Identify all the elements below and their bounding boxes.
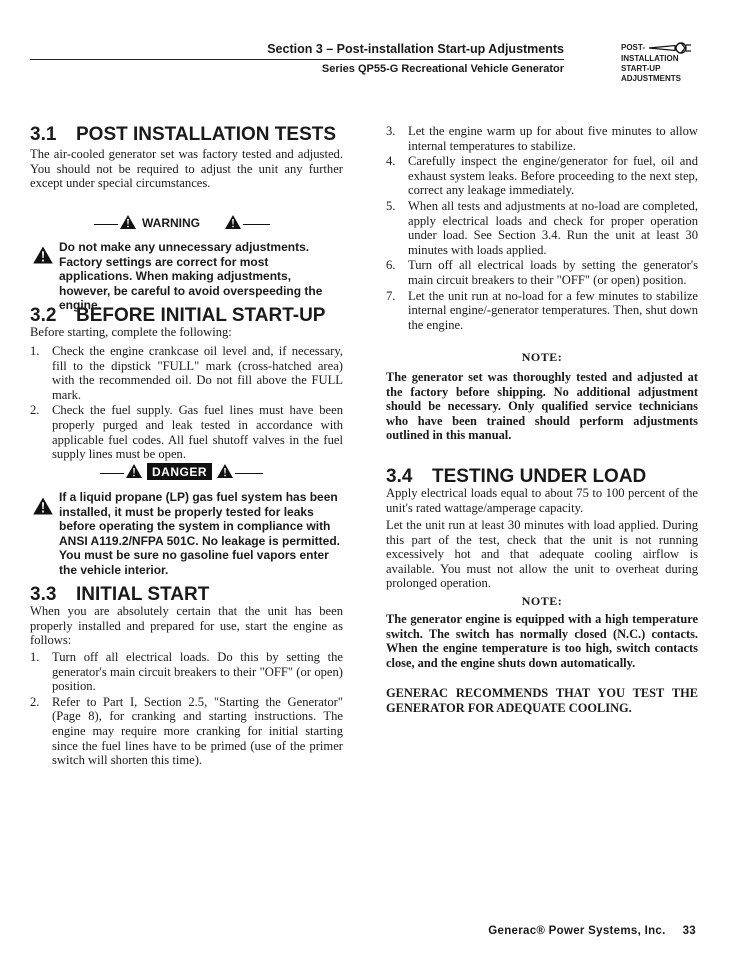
- danger-banner: [100, 463, 276, 481]
- heading-3-3-number: 3.3: [30, 584, 57, 605]
- tab-line-4: ADJUSTMENTS: [621, 74, 682, 83]
- s33-list: [30, 650, 343, 769]
- page-number: 33: [682, 925, 696, 937]
- s34-paragraph-2: Let the unit run at least 30 minutes with load applied. During this part of the test, check that the unit is not running excessively hot and that adequate cooling airflow is available. You must not allow the unit to overheat during prolonged operation.: [386, 518, 698, 591]
- list-text: Let the engine warm up for about five minutes to allow internal temperatures to stabilize.: [408, 124, 698, 153]
- warning-triangle-icon: [224, 214, 242, 230]
- list-number: 4.: [386, 154, 396, 169]
- heading-3-2-number: 3.2: [30, 305, 57, 326]
- list-number: 2.: [30, 694, 40, 709]
- heading-3-3-title: INITIAL START: [76, 584, 210, 605]
- heading-3-1: [30, 124, 336, 146]
- heading-3-4-number: 3.4: [386, 466, 413, 487]
- section-tab: [621, 42, 721, 84]
- list-item: [30, 344, 343, 402]
- s31-body: The air-cooled generator set was factory tested and adjusted. You should not be required to adjust the unit any further except under special circumstances.: [30, 147, 343, 191]
- s33-body: When you are absolutely certain that the unit has been properly installed and prepared for use, start the engine as follows:: [30, 604, 343, 648]
- list-text: Carefully inspect the engine/generator for fuel, oil and exhaust system leaks. Before proceeding to the next step, correct any leakage immediately.: [408, 154, 698, 198]
- heading-3-1-title: POST INSTALLATION TESTS: [76, 124, 337, 145]
- s32-list: [30, 344, 343, 463]
- list-item: [386, 289, 698, 333]
- list-item: [30, 695, 343, 768]
- note-body: The generator set was thoroughly tested and adjusted at the factory before shipping. No additional adjustment should be necessary. Only qualified service technicians who have been trained should perform adjustments outlined in this manual.: [386, 370, 698, 443]
- list-item: [386, 124, 698, 153]
- wrench-icon: [647, 42, 693, 54]
- list-text: Refer to Part I, Section 2.5, "Starting the Generator" (Page 8), for cranking and starting instructions. The engine may require more cranking for initial starting since the fuel lines have to be primed (use of the primer switch will shorten this time).: [52, 694, 343, 768]
- list-number: 2.: [30, 403, 40, 418]
- page-footer: [470, 925, 696, 937]
- list-number: 3.: [386, 124, 396, 138]
- note-heading: NOTE:: [521, 594, 563, 608]
- heading-3-2: [30, 305, 325, 327]
- heading-3-4: [386, 466, 646, 488]
- heading-3-2-title: BEFORE INITIAL START-UP: [76, 305, 326, 326]
- list-item: [30, 650, 343, 694]
- banner-line-left: [100, 473, 124, 474]
- list-item: [30, 403, 343, 461]
- list-text: Check the engine crankcase oil level and, if necessary, fill to the dipstick "FULL" mark (cross-hatched area) with the recommended oil. Do not fill above the FULL mark.: [52, 344, 343, 402]
- series-title: Series QP55-G Recreational Vehicle Generator: [321, 63, 564, 75]
- list-text: Let the unit run at no-load for a few minutes to stabilize internal engine/-generator temperatures. Then, shut down the engine.: [408, 288, 698, 332]
- list-text: When all tests and adjustments at no-load are completed, apply electrical loads and check for proper operation under load. See Section 3.4. Run the unit at least 30 minutes with loads applied.: [408, 198, 698, 257]
- list-number: 1.: [30, 344, 40, 358]
- warning-triangle-icon: [32, 496, 54, 516]
- banner-line-right: [235, 473, 263, 474]
- warning-triangle-icon: [125, 463, 143, 479]
- list-number: 1.: [30, 650, 40, 664]
- warning-triangle-icon: [216, 463, 234, 479]
- list-number: 7.: [386, 288, 396, 303]
- header-rule: [30, 59, 564, 60]
- note-heading: NOTE:: [521, 350, 563, 364]
- s32-intro: Before starting, complete the following:: [30, 325, 232, 339]
- warning-banner: [94, 214, 270, 232]
- danger-label: DANGER: [147, 463, 212, 480]
- banner-line-right: [243, 224, 270, 225]
- list-number: 5.: [386, 198, 396, 213]
- heading-3-1-number: 3.1: [30, 124, 57, 145]
- list-item: [386, 154, 698, 198]
- tab-line-3: START-UP: [621, 64, 661, 73]
- list-text: Turn off all electrical loads. Do this by setting the generator's main circuit breakers to their "OFF" (or open) position.: [52, 650, 343, 694]
- heading-3-3: [30, 584, 209, 606]
- tab-line-2: INSTALLATION: [621, 54, 679, 63]
- footer-company: Generac® Power Systems, Inc.: [488, 925, 666, 937]
- danger-text: If a liquid propane (LP) gas fuel system has been installed, it must be properly tested for leaks before operating the system in compliance with ANSI A119.2/NFPA 501C. No leakage is permitted. You must be sure no gasoline fuel vapors enter the vehicle interior.: [59, 490, 340, 577]
- banner-line-left: [94, 224, 118, 225]
- tab-post: POST-: [621, 43, 646, 52]
- list-item: [386, 258, 698, 287]
- warning-triangle-icon: [32, 245, 54, 265]
- s33-list-continued: [386, 124, 698, 333]
- warning-label: WARNING: [142, 216, 200, 230]
- note-body: The generator engine is equipped with a high temperature switch. The switch has normally closed (N.C.) contacts. When the engine temperature is too high, switch contacts close, and the engine shuts down automatically.: [386, 612, 698, 670]
- recommendation: GENERAC RECOMMENDS THAT YOU TEST THE GENERATOR FOR ADEQUATE COOLING.: [386, 686, 698, 715]
- warning-text: Do not make any unnecessary adjustments. Factory settings are correct for most applications. When making adjustments, however, be careful to avoid overspeeding the engine.: [59, 240, 323, 312]
- warning-triangle-icon: [119, 214, 137, 230]
- section-title: Section 3 – Post-installation Start-up Adjustments: [267, 42, 564, 56]
- list-text: Check the fuel supply. Gas fuel lines must have been properly purged and leak tested in accordance with applicable fuel codes. All fuel shutoff valves in the fuel supply lines must be open.: [52, 403, 343, 462]
- list-text: Turn off all electrical loads by setting the generator's main circuit breakers to their "OFF" (or open) position.: [408, 258, 698, 287]
- s34-paragraph-1: Apply electrical loads equal to about 75 to 100 percent of the unit's rated wattage/amperage capacity.: [386, 486, 698, 515]
- list-item: [386, 199, 698, 257]
- list-number: 6.: [386, 258, 396, 273]
- heading-3-4-title: TESTING UNDER LOAD: [432, 466, 647, 487]
